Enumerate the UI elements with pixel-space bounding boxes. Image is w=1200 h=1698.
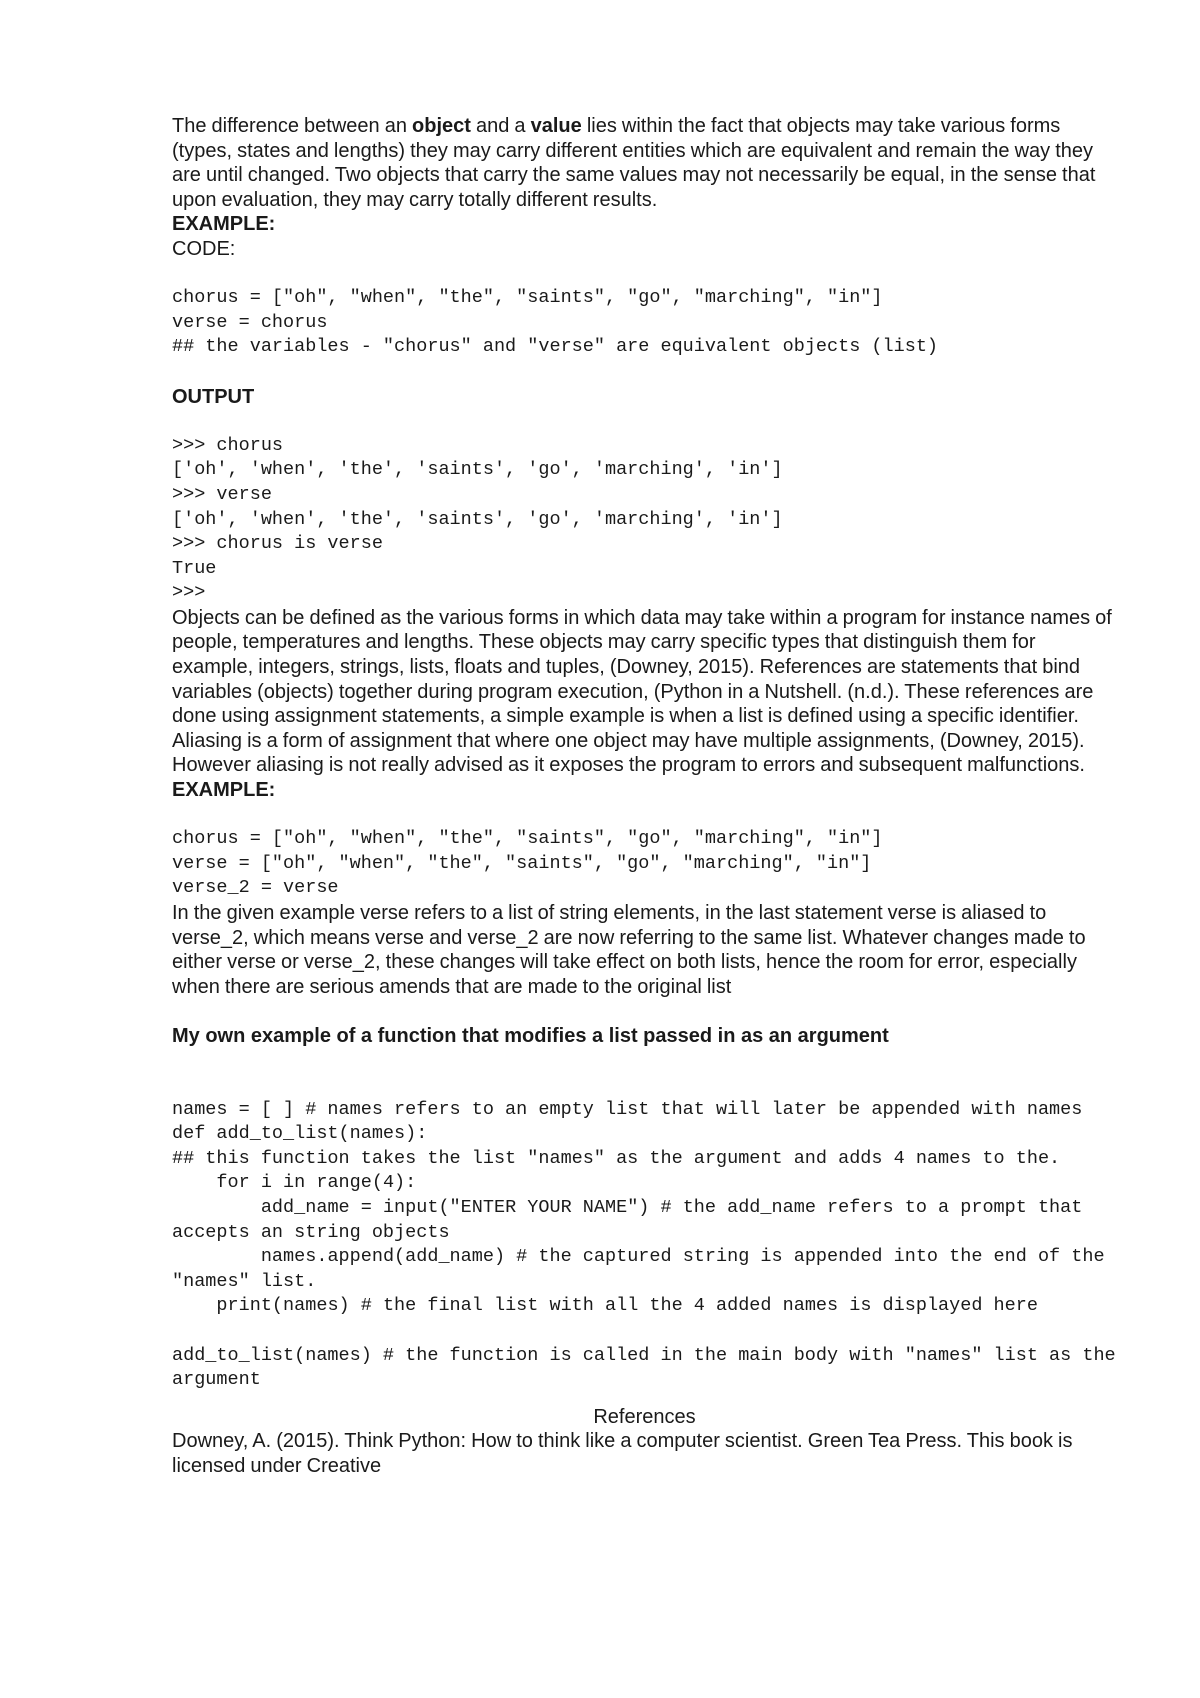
aliasing-explanation: In the given example verse refers to a list of string elements, in the last statement verse is aliased to verse_2, which means verse and verse_2 are now referring to the same list. Whatever changes made to either verse or verse_2, these changes will take effect on both lists, hence the room for error, especially when there are serious amends that are made to the original list: [172, 902, 1086, 998]
output-line: >>> verse: [172, 483, 272, 505]
bold-object: object: [412, 115, 471, 137]
code-line-1: chorus = ["oh", "when", "the", "saints", "go", "marching", "in"]: [172, 828, 883, 850]
bold-value: value: [530, 115, 582, 137]
output-line: True: [172, 557, 217, 579]
objects-paragraph: Objects can be defined as the various forms in which data may take within a program for instance names of people, temperatures and lengths. These objects may carry specific types that distinguish them for example, integers, strings, lists, floats and tuples, (Downey, 2015). References are statements that bind variables (objects) together during program execution, (Python in a Nutshell. (n.d.). These references are done using assignment statements, a simple example is when a list is defined using a specific identifier. Aliasing is a form of assignment that where one object may have multiple assignments, (Downey, 2015). However aliasing is not really advised as it exposes the program to errors and subsequent malfunctions.: [172, 606, 1112, 777]
output-line: >>> chorus: [172, 434, 284, 456]
code-line-2: verse = chorus: [172, 311, 328, 333]
code-line-1: chorus = ["oh", "when", "the", "saints", "go", "marching", "in"]: [172, 287, 883, 309]
code-label: CODE:: [172, 237, 236, 260]
document-page: [172, 114, 1127, 1478]
code-line-3: ## the variables - "chorus" and "verse" are equivalent objects (list): [172, 336, 939, 358]
output-line: ['oh', 'when', 'the', 'saints', 'go', 'marching', 'in']: [172, 508, 783, 530]
output-line: ['oh', 'when', 'the', 'saints', 'go', 'marching', 'in']: [172, 459, 783, 481]
code-line-2: verse = ["oh", "when", "the", "saints", "go", "marching", "in"]: [172, 852, 872, 874]
references-heading: References: [593, 1405, 696, 1428]
function-code-block: names = [ ] # names refers to an empty list that will later be appended with names def add_to_list(names): ## this function takes the list "names" as the argument and adds 4 names to the. for i in range(4): add_name = input("ENTER YOUR NAME") # the add_name refers to a prompt that accepts an string objects names.append(add_name) # the captured string is appended into the end of the "names" list. print(names) # the final list with all the 4 added names is displayed here: [172, 1098, 1105, 1317]
output-line: >>>: [172, 582, 206, 604]
reference-entry: Downey, A. (2015). Think Python: How to think like a computer scientist. Green Tea Press. This book is licensed under Creative: [172, 1430, 1073, 1477]
code-line-3: verse_2 = verse: [172, 877, 339, 899]
output-line: >>> chorus is verse: [172, 533, 383, 555]
output-heading: OUTPUT: [172, 385, 255, 408]
function-call-line: add_to_list(names) # the function is called in the main body with "names" list as the argument: [172, 1344, 1127, 1391]
own-example-heading: My own example of a function that modifies a list passed in as an argument: [172, 1024, 889, 1047]
intro-paragraph: The difference between an object and a value lies within the fact that objects may take various forms (types, states and lengths) they may carry different entities which are equivalent and remain the way they are until changed. Two objects that carry the same values may not necessarily be equal, in the sense that upon evaluation, they may carry totally different results.: [172, 115, 1096, 211]
example-heading-2: EXAMPLE:: [172, 779, 276, 802]
example-heading-1: EXAMPLE:: [172, 213, 276, 236]
